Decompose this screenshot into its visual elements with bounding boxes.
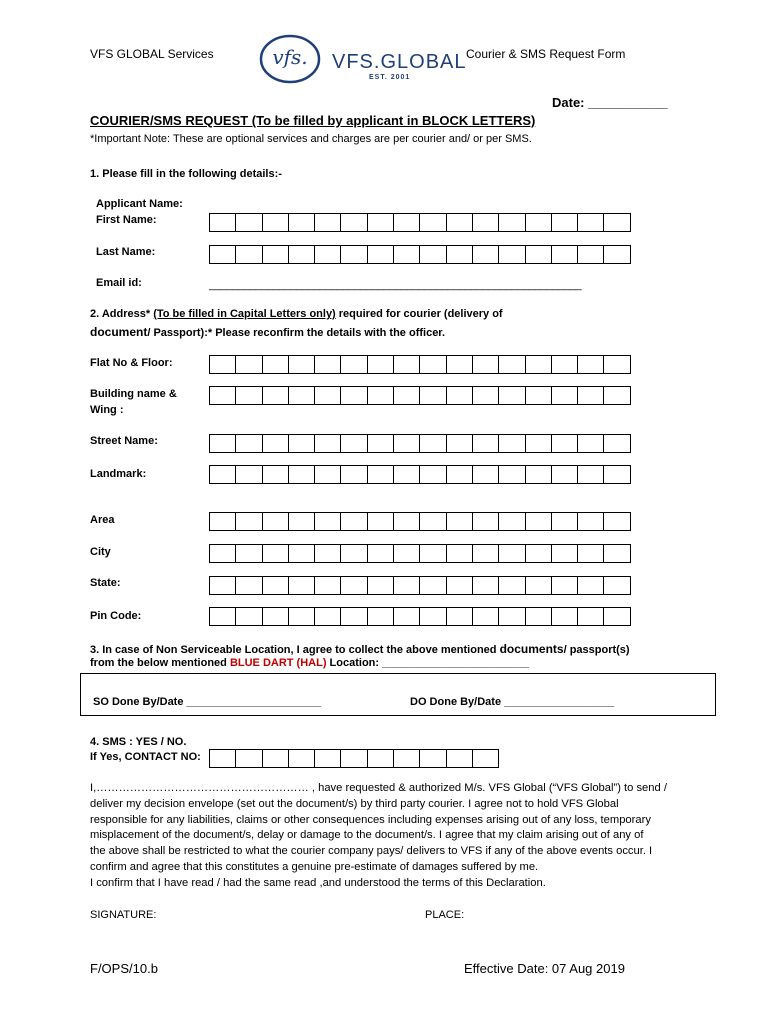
char-box[interactable] (472, 465, 499, 484)
documents-word: documents (499, 642, 564, 656)
char-box[interactable] (235, 434, 262, 453)
vfs-logo (259, 34, 321, 84)
char-box[interactable] (551, 386, 578, 405)
char-box[interactable] (472, 576, 499, 595)
char-box[interactable] (314, 749, 341, 768)
first-name-boxes[interactable] (209, 213, 631, 232)
char-box[interactable] (525, 434, 552, 453)
char-box[interactable] (367, 355, 394, 374)
char-box[interactable] (367, 607, 394, 626)
char-box[interactable] (209, 213, 236, 232)
char-box[interactable] (577, 386, 604, 405)
section3-line1-a: 3. In case of Non Serviceable Location, I agree to collect the above mentioned (90, 644, 500, 656)
char-box[interactable] (340, 465, 367, 484)
char-box[interactable] (288, 512, 315, 531)
sms-label[interactable]: 4. SMS : YES / NO. (90, 736, 187, 748)
email-line[interactable]: ________________________________________________________________ (209, 279, 582, 291)
char-box[interactable] (314, 355, 341, 374)
char-box[interactable] (235, 386, 262, 405)
section3-line2-b[interactable]: Location: ________________________ (326, 657, 529, 669)
char-box[interactable] (288, 465, 315, 484)
char-box[interactable] (209, 355, 236, 374)
char-box[interactable] (551, 607, 578, 626)
so-done-field[interactable]: SO Done By/Date ______________________ (93, 696, 322, 708)
char-box[interactable] (235, 749, 262, 768)
char-box[interactable] (525, 213, 552, 232)
section3-line1 (90, 642, 630, 656)
char-box[interactable] (262, 465, 289, 484)
flat-label: Flat No & Floor: (90, 357, 173, 369)
char-box[interactable] (209, 386, 236, 405)
char-box[interactable] (603, 213, 630, 232)
char-box[interactable] (367, 576, 394, 595)
char-box[interactable] (603, 576, 630, 595)
char-box[interactable] (446, 576, 473, 595)
char-box[interactable] (419, 245, 446, 264)
char-box[interactable] (419, 544, 446, 563)
city-label: City (90, 546, 111, 558)
char-box[interactable] (367, 245, 394, 264)
effective-date: Effective Date: 07 Aug 2019 (464, 961, 625, 976)
section3-line2-a: from the below mentioned (90, 657, 230, 669)
do-done-field[interactable]: DO Done By/Date __________________ (410, 696, 615, 708)
logo-established: EST. 2001 (369, 74, 411, 81)
char-box[interactable] (314, 213, 341, 232)
char-box[interactable] (340, 386, 367, 405)
char-box[interactable] (577, 245, 604, 264)
char-box[interactable] (262, 386, 289, 405)
date-field[interactable]: Date: ___________ (552, 95, 668, 110)
email-label: Email id: (96, 277, 142, 289)
char-box[interactable] (262, 355, 289, 374)
char-box[interactable] (446, 607, 473, 626)
char-box[interactable] (603, 544, 630, 563)
char-box[interactable] (393, 607, 420, 626)
last-name-boxes[interactable] (209, 245, 631, 264)
char-box[interactable] (577, 465, 604, 484)
form-code: F/OPS/10.b (90, 961, 158, 976)
section3-line1-c: / passport(s) (563, 644, 630, 656)
city-boxes[interactable] (209, 544, 631, 563)
char-box[interactable] (340, 512, 367, 531)
char-box[interactable] (603, 512, 630, 531)
char-box[interactable] (419, 213, 446, 232)
char-box[interactable] (525, 386, 552, 405)
char-box[interactable] (446, 386, 473, 405)
declaration-line: confirm and agree that this constitutes a genuine pre-estimate of damages suffered by me. (90, 860, 539, 873)
char-box[interactable] (577, 607, 604, 626)
char-box[interactable] (340, 749, 367, 768)
char-box[interactable] (367, 544, 394, 563)
form-title: Courier & SMS Request Form (466, 47, 626, 61)
section2-line2 (90, 325, 445, 339)
char-box[interactable] (525, 512, 552, 531)
char-box[interactable] (419, 749, 446, 768)
char-box[interactable] (472, 544, 499, 563)
char-box[interactable] (262, 213, 289, 232)
office-use-box (80, 673, 716, 716)
char-box[interactable] (551, 245, 578, 264)
char-box[interactable] (288, 213, 315, 232)
char-box[interactable] (288, 749, 315, 768)
char-box[interactable] (209, 576, 236, 595)
char-box[interactable] (419, 386, 446, 405)
char-box[interactable] (472, 213, 499, 232)
char-box[interactable] (367, 434, 394, 453)
char-box[interactable] (498, 544, 525, 563)
char-box[interactable] (262, 245, 289, 264)
area-boxes[interactable] (209, 512, 631, 531)
document-word: document (90, 325, 148, 339)
char-box[interactable] (603, 465, 630, 484)
char-box[interactable] (419, 607, 446, 626)
char-box[interactable] (498, 386, 525, 405)
landmark-label: Landmark: (90, 468, 147, 480)
char-box[interactable] (209, 749, 236, 768)
char-box[interactable] (393, 245, 420, 264)
section2-line2-rest: / Passport):* Please reconfirm the details with the officer. (147, 327, 446, 339)
char-box[interactable] (472, 386, 499, 405)
char-box[interactable] (314, 607, 341, 626)
signature-label[interactable]: SIGNATURE: (90, 909, 157, 921)
char-box[interactable] (419, 434, 446, 453)
declaration-line: I confirm that I have read / had the same read ,and understood the terms of this Declaration. (90, 876, 546, 889)
char-box[interactable] (577, 576, 604, 595)
char-box[interactable] (262, 434, 289, 453)
char-box[interactable] (472, 607, 499, 626)
char-box[interactable] (288, 607, 315, 626)
char-box[interactable] (393, 749, 420, 768)
place-label[interactable]: PLACE: (425, 909, 465, 921)
char-box[interactable] (446, 245, 473, 264)
char-box[interactable] (472, 245, 499, 264)
char-box[interactable] (551, 213, 578, 232)
char-box[interactable] (393, 355, 420, 374)
char-box[interactable] (419, 512, 446, 531)
last-name-label: Last Name: (96, 246, 156, 258)
pin-label: Pin Code: (90, 610, 142, 622)
char-box[interactable] (393, 434, 420, 453)
blue-dart-location: BLUE DART (HAL) (229, 657, 327, 669)
char-box[interactable] (472, 355, 499, 374)
contact-label: If Yes, CONTACT NO: (90, 751, 201, 763)
char-box[interactable] (235, 607, 262, 626)
section3-line2 (90, 657, 529, 669)
char-box[interactable] (288, 544, 315, 563)
char-box[interactable] (551, 434, 578, 453)
char-box[interactable] (209, 544, 236, 563)
char-box[interactable] (446, 512, 473, 531)
char-box[interactable] (525, 576, 552, 595)
char-box[interactable] (262, 544, 289, 563)
section1-title: 1. Please fill in the following details:- (90, 168, 282, 180)
char-box[interactable] (498, 213, 525, 232)
declaration-line: I,………………………………………………… , have requested & authorized M/s. VFS Global (“VFS Global”) to send / (90, 782, 667, 794)
char-box[interactable] (393, 512, 420, 531)
contact-boxes[interactable] (209, 749, 499, 768)
char-box[interactable] (288, 355, 315, 374)
char-box[interactable] (419, 465, 446, 484)
char-box[interactable] (472, 749, 499, 768)
address-capital-note: (To be filled in Capital Letters only) (153, 308, 336, 320)
char-box[interactable] (603, 355, 630, 374)
char-box[interactable] (603, 386, 630, 405)
company-name: VFS GLOBAL Services (90, 47, 214, 61)
char-box[interactable] (367, 213, 394, 232)
char-box[interactable] (314, 512, 341, 531)
char-box[interactable] (603, 245, 630, 264)
state-label: State: (90, 577, 121, 589)
char-box[interactable] (235, 213, 262, 232)
char-box[interactable] (367, 512, 394, 531)
char-box[interactable] (340, 355, 367, 374)
char-box[interactable] (577, 544, 604, 563)
building-label-2: Wing : (90, 404, 124, 416)
char-box[interactable] (577, 213, 604, 232)
char-box[interactable] (551, 465, 578, 484)
char-box[interactable] (367, 386, 394, 405)
char-box[interactable] (472, 512, 499, 531)
flat-boxes[interactable] (209, 355, 631, 374)
char-box[interactable] (340, 213, 367, 232)
char-box[interactable] (340, 576, 367, 595)
char-box[interactable] (498, 576, 525, 595)
char-box[interactable] (446, 544, 473, 563)
char-box[interactable] (314, 544, 341, 563)
char-box[interactable] (446, 213, 473, 232)
char-box[interactable] (314, 576, 341, 595)
char-box[interactable] (498, 245, 525, 264)
street-boxes[interactable] (209, 434, 631, 453)
char-box[interactable] (446, 465, 473, 484)
street-label: Street Name: (90, 435, 158, 447)
logo-mark: vfs. (272, 45, 308, 69)
char-box[interactable] (577, 355, 604, 374)
char-box[interactable] (314, 465, 341, 484)
declaration-line: the above shall be restricted to what the courier company pays/ delivers to VFS if any of the above events occur. I (90, 845, 653, 858)
char-box[interactable] (498, 465, 525, 484)
char-box[interactable] (235, 544, 262, 563)
char-box[interactable] (446, 749, 473, 768)
char-box[interactable] (340, 544, 367, 563)
char-box[interactable] (235, 355, 262, 374)
char-box[interactable] (393, 386, 420, 405)
char-box[interactable] (551, 355, 578, 374)
char-box[interactable] (525, 245, 552, 264)
declaration-line: deliver my decision envelope (set out the document/s) by third party courier. I agree not to hold VFS Global (90, 797, 619, 810)
char-box[interactable] (551, 576, 578, 595)
char-box[interactable] (340, 434, 367, 453)
form-heading: COURIER/SMS REQUEST (To be filled by applicant in BLOCK LETTERS) (90, 113, 536, 128)
char-box[interactable] (472, 434, 499, 453)
first-name-label: First Name: (96, 214, 157, 226)
char-box[interactable] (446, 355, 473, 374)
state-boxes[interactable] (209, 576, 631, 595)
char-box[interactable] (393, 465, 420, 484)
char-box[interactable] (525, 465, 552, 484)
char-box[interactable] (262, 576, 289, 595)
char-box[interactable] (262, 512, 289, 531)
char-box[interactable] (340, 245, 367, 264)
char-box[interactable] (393, 213, 420, 232)
char-box[interactable] (367, 749, 394, 768)
char-box[interactable] (603, 434, 630, 453)
declaration-line: responsible for any liabilities, claims or other consequences including expenses arising out of any loss, temporary (90, 813, 651, 826)
building-boxes[interactable] (209, 386, 631, 405)
char-box[interactable] (314, 434, 341, 453)
landmark-boxes[interactable] (209, 465, 631, 484)
char-box[interactable] (209, 607, 236, 626)
char-box[interactable] (367, 465, 394, 484)
char-box[interactable] (446, 434, 473, 453)
char-box[interactable] (235, 576, 262, 595)
char-box[interactable] (498, 434, 525, 453)
char-box[interactable] (551, 512, 578, 531)
pin-boxes[interactable] (209, 607, 631, 626)
char-box[interactable] (577, 434, 604, 453)
char-box[interactable] (262, 607, 289, 626)
char-box[interactable] (288, 434, 315, 453)
char-box[interactable] (551, 544, 578, 563)
char-box[interactable] (314, 245, 341, 264)
important-note: *Important Note: These are optional services and charges are per courier and/ or per SMS. (90, 133, 532, 145)
char-box[interactable] (209, 434, 236, 453)
address-suffix: required for courier (delivery of (335, 308, 503, 320)
char-box[interactable] (393, 544, 420, 563)
char-box[interactable] (393, 576, 420, 595)
char-box[interactable] (288, 386, 315, 405)
char-box[interactable] (235, 245, 262, 264)
logo-wordmark: VFS.GLOBAL (332, 51, 467, 73)
char-box[interactable] (340, 607, 367, 626)
section2-title (90, 308, 503, 320)
building-label-1: Building name & (90, 388, 177, 400)
char-box[interactable] (603, 607, 630, 626)
char-box[interactable] (235, 512, 262, 531)
char-box[interactable] (235, 465, 262, 484)
declaration (90, 781, 690, 892)
declaration-line: misplacement of the document/s, delay or damage to the document/s. I agree that my claim arising out of any of (90, 829, 644, 842)
char-box[interactable] (419, 576, 446, 595)
char-box[interactable] (419, 355, 446, 374)
char-box[interactable] (525, 607, 552, 626)
char-box[interactable] (209, 465, 236, 484)
address-prefix: 2. Address* (90, 308, 154, 320)
applicant-name-label: Applicant Name: (96, 198, 183, 210)
char-box[interactable] (498, 512, 525, 531)
char-box[interactable] (314, 386, 341, 405)
area-label: Area (90, 514, 115, 526)
char-box[interactable] (262, 749, 289, 768)
char-box[interactable] (288, 576, 315, 595)
char-box[interactable] (577, 512, 604, 531)
char-box[interactable] (498, 607, 525, 626)
char-box[interactable] (209, 512, 236, 531)
char-box[interactable] (525, 544, 552, 563)
char-box[interactable] (209, 245, 236, 264)
char-box[interactable] (525, 355, 552, 374)
char-box[interactable] (288, 245, 315, 264)
char-box[interactable] (498, 355, 525, 374)
